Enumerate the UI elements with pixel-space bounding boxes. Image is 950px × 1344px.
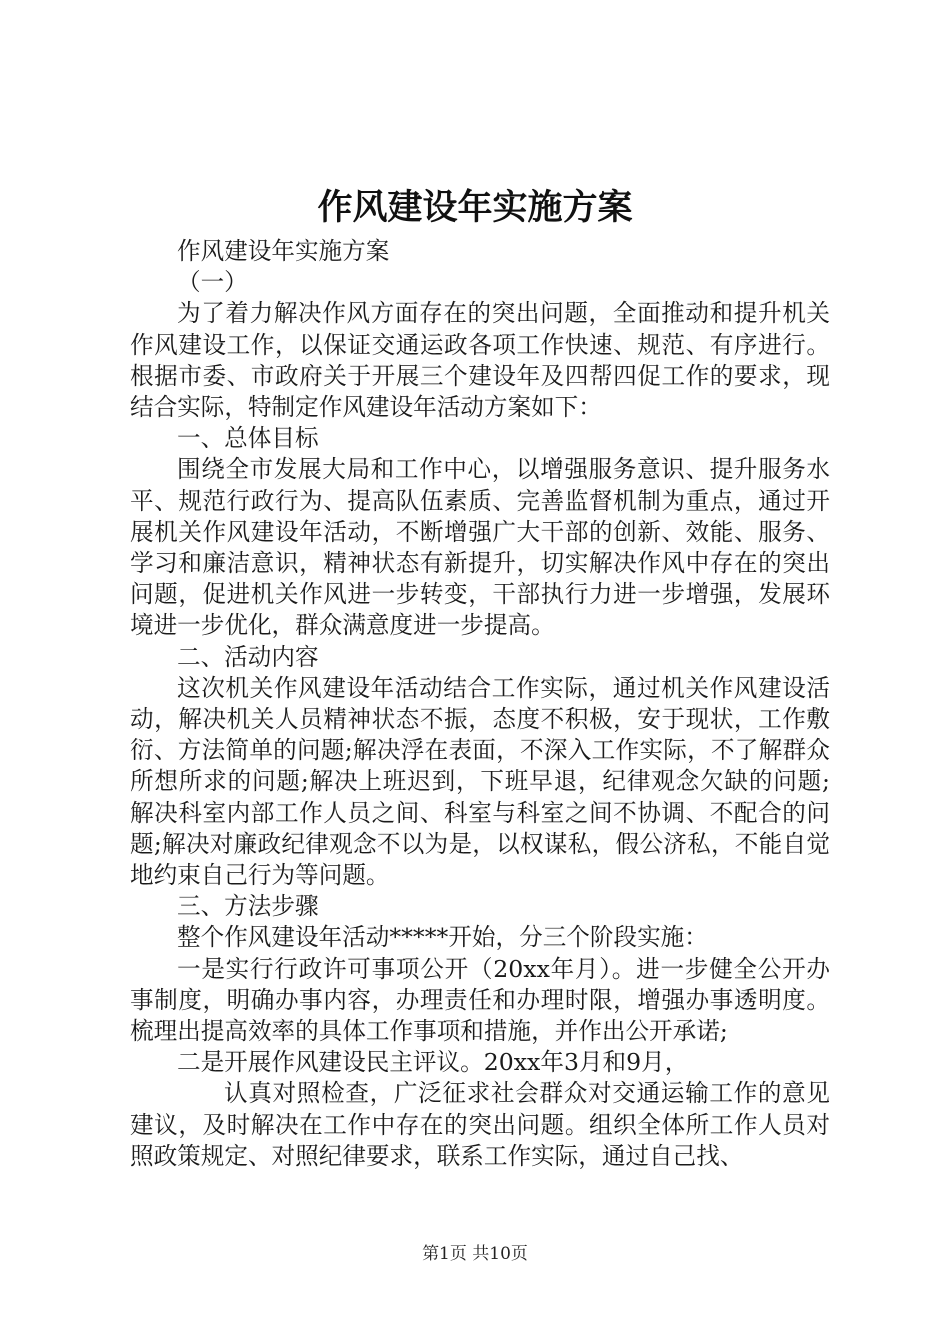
step-two-detail-paragraph: 认真对照检查，广泛征求社会群众对交通运输工作的意见建议，及时解决在工作中存在的突出问题。组织全体所工作人员对照政策规定、对照纪律要求，联系工作实际，通过自己找、	[130, 1079, 830, 1170]
document-title: 作风建设年实施方案	[317, 187, 633, 228]
section-number-paragraph: （一）	[177, 268, 248, 297]
intro-paragraph: 为了着力解决作风方面存在的突出问题，全面推动和提升机关作风建设工作，以保证交通运政各项工作快速、规范、有序进行。根据市委、市政府关于开展三个建设年及四帮四促工作的要求，现结合实际，特制定作风建设年活动方案如下：	[130, 299, 830, 422]
document-body	[130, 236, 830, 1172]
method-intro-paragraph: 整个作风建设年活动*****开始，分三个阶段实施：	[177, 923, 708, 952]
heading-method-steps: 三、方法步骤	[177, 892, 319, 921]
heading-activity-content: 二、活动内容	[177, 642, 319, 671]
subtitle-paragraph: 作风建设年实施方案	[177, 237, 390, 265]
page-number: 第1页 共10页	[422, 1244, 528, 1264]
activity-content-paragraph: 这次机关作风建设年活动结合工作实际，通过机关作风建设活动，解决机关人员精神状态不振，态度不积极，安于现状，工作敷衍、方法简单的问题;解决浮在表面，不深入工作实际，不了解群众所想所求的问题;解决上班迟到，下班早退，纪律观念欠缺的问题;解决科室内部工作人员之间、科室与科室之间不协调、不配合的问题;解决对廉政纪律观念不以为是，以权谋私，假公济私，不能自觉地约束自己行为等问题。	[130, 673, 830, 890]
step-two-paragraph: 二是开展作风建设民主评议。20xx年3月和9月，	[177, 1048, 689, 1077]
heading-overall-goal: 一、总体目标	[177, 424, 319, 453]
overall-goal-paragraph: 围绕全市发展大局和工作中心，以增强服务意识、提升服务水平、规范行政行为、提高队伍素质、完善监督机制为重点，通过开展机关作风建设年活动，不断增强广大干部的创新、效能、服务、学习和廉洁意识，精神状态有新提升，切实解决作风中存在的突出问题，促进机关作风进一步转变，干部执行力进一步增强，发展环境进一步优化，群众满意度进一步提高。	[130, 455, 830, 640]
step-one-paragraph: 一是实行行政许可事项公开（20xx年月）。进一步健全公开办事制度，明确办事内容，办理责任和办理时限，增强办事透明度。梳理出提高效率的具体工作事项和措施，并作出公开承诺;	[130, 954, 830, 1046]
